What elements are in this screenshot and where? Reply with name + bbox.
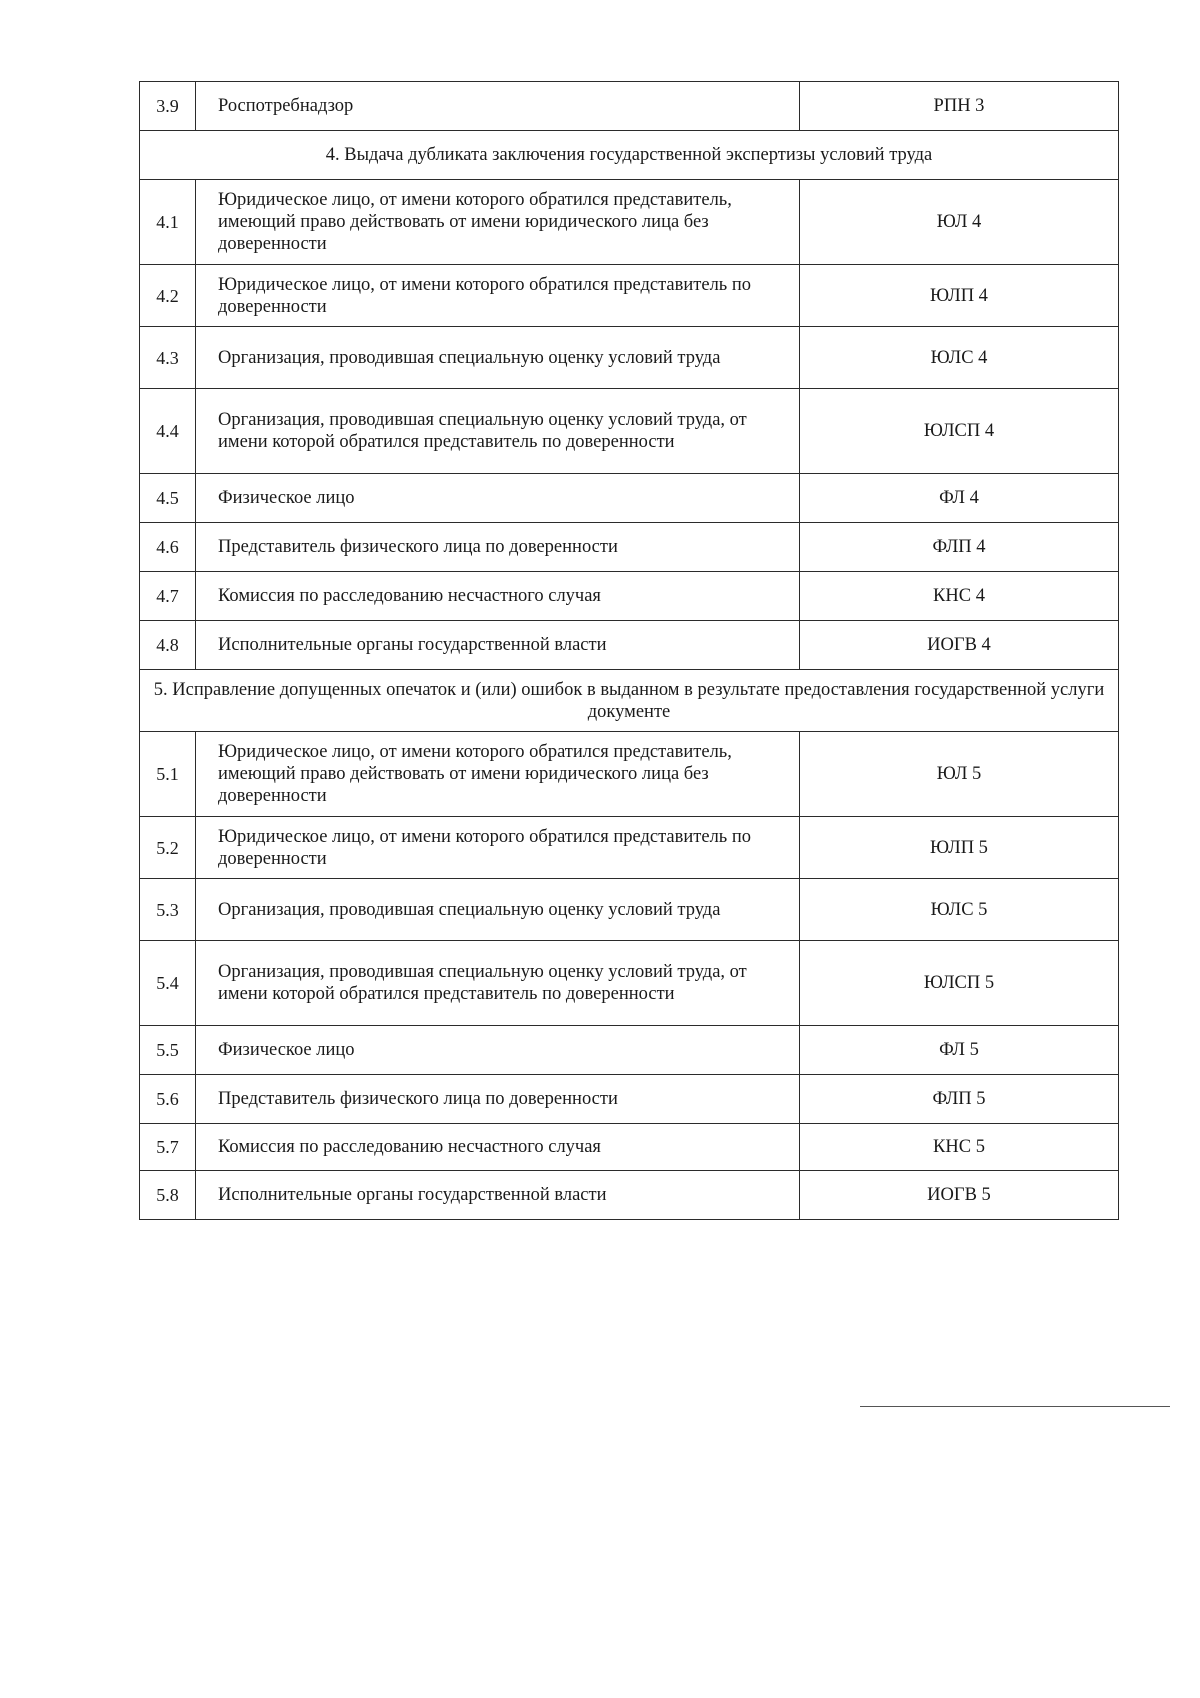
applicant-code: КНС 5 [800,1124,1119,1171]
table-row [140,327,1119,389]
applicant-name: Представитель физического лица по доверенности [196,1075,800,1124]
applicant-code: ЮЛ 4 [800,180,1119,265]
row-number: 4.4 [140,389,196,474]
applicant-code: ФЛП 5 [800,1075,1119,1124]
row-number: 4.5 [140,474,196,523]
row-number: 5.4 [140,941,196,1026]
applicant-name: Исполнительные органы государственной власти [196,1171,800,1220]
applicant-name: Комиссия по расследованию несчастного случая [196,572,800,621]
applicant-name: Юридическое лицо, от имени которого обратился представитель по доверенности [196,265,800,327]
applicant-name: Физическое лицо [196,1026,800,1075]
row-number: 4.1 [140,180,196,265]
applicant-code: ЮЛС 4 [800,327,1119,389]
row-number: 4.7 [140,572,196,621]
section-title: 5. Исправление допущенных опечаток и (или) ошибок в выданном в результате предоставления государственной услуги документе [140,670,1119,732]
applicant-code: ЮЛСП 5 [800,941,1119,1026]
applicant-code: ИОГВ 5 [800,1171,1119,1220]
table-row [140,1171,1119,1220]
applicant-name: Комиссия по расследованию несчастного случая [196,1124,800,1171]
row-number: 5.8 [140,1171,196,1220]
applicant-name: Юридическое лицо, от имени которого обратился представитель по доверенности [196,817,800,879]
table-row [140,817,1119,879]
applicant-code: ЮЛП 4 [800,265,1119,327]
table-row [140,941,1119,1026]
applicant-name: Организация, проводившая специальную оценку условий труда, от имени которой обратился представитель по доверенности [196,941,800,1026]
row-number: 3.9 [140,82,196,131]
table-row [140,572,1119,621]
table-row [140,180,1119,265]
applicant-code: ФЛ 5 [800,1026,1119,1075]
table-row [140,389,1119,474]
applicant-code: ЮЛ 5 [800,732,1119,817]
row-number: 5.1 [140,732,196,817]
applicant-code: ФЛ 4 [800,474,1119,523]
applicant-code: ЮЛС 5 [800,879,1119,941]
row-number: 5.3 [140,879,196,941]
row-number: 5.5 [140,1026,196,1075]
section-header-row [140,670,1119,732]
applicant-code: ИОГВ 4 [800,621,1119,670]
applicant-name: Организация, проводившая специальную оценку условий труда [196,327,800,389]
section-title: 4. Выдача дубликата заключения государственной экспертизы условий труда [140,131,1119,180]
applicant-name: Юридическое лицо, от имени которого обратился представитель, имеющий право действовать от имени юридического лица без доверенности [196,180,800,265]
applicant-code: ФЛП 4 [800,523,1119,572]
section-header-row [140,131,1119,180]
table-row [140,82,1119,131]
table-row [140,523,1119,572]
row-number: 4.6 [140,523,196,572]
table-row [140,732,1119,817]
applicant-name: Физическое лицо [196,474,800,523]
applicant-code: КНС 4 [800,572,1119,621]
table-row [140,1075,1119,1124]
row-number: 4.8 [140,621,196,670]
table-row [140,879,1119,941]
applicant-name: Исполнительные органы государственной власти [196,621,800,670]
table-row [140,265,1119,327]
row-number: 5.7 [140,1124,196,1171]
table-row [140,474,1119,523]
applicant-name: Организация, проводившая специальную оценку условий труда [196,879,800,941]
row-number: 5.6 [140,1075,196,1124]
applicant-name: Юридическое лицо, от имени которого обратился представитель, имеющий право действовать от имени юридического лица без доверенности [196,732,800,817]
applicant-code: ЮЛП 5 [800,817,1119,879]
applicant-code: ЮЛСП 4 [800,389,1119,474]
table-row [140,1026,1119,1075]
row-number: 5.2 [140,817,196,879]
row-number: 4.2 [140,265,196,327]
applicant-codes-table [139,81,1119,1220]
row-number: 4.3 [140,327,196,389]
table-row [140,1124,1119,1171]
applicant-name: Роспотребнадзор [196,82,800,131]
signature-line [860,1406,1170,1407]
applicant-code: РПН 3 [800,82,1119,131]
applicant-name: Представитель физического лица по доверенности [196,523,800,572]
applicant-name: Организация, проводившая специальную оценку условий труда, от имени которой обратился представитель по доверенности [196,389,800,474]
table-row [140,621,1119,670]
